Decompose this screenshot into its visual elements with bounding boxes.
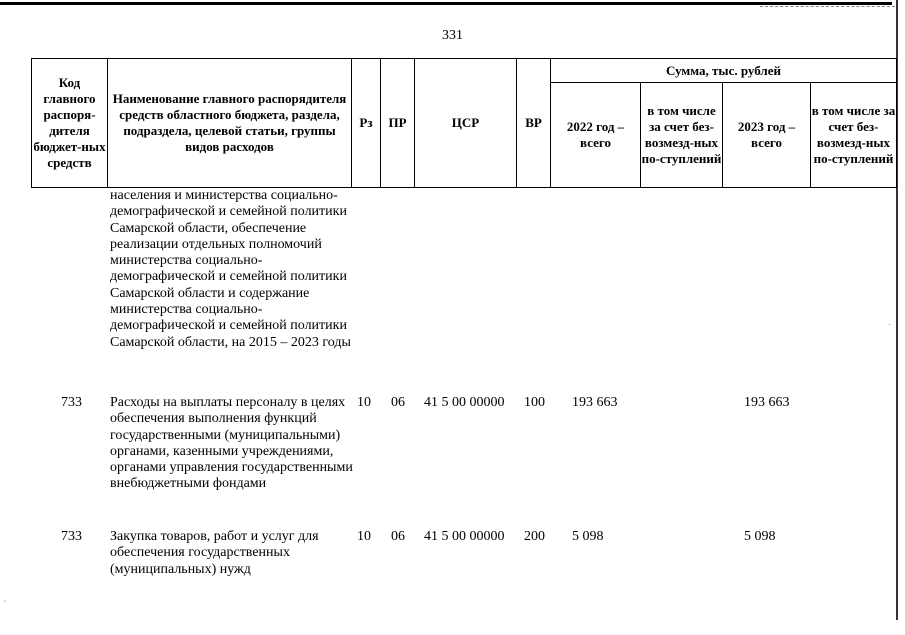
row-1-code: 733 [61, 395, 82, 410]
row-2-name: Закупка товаров, работ и услуг для обеспечения государственных (муниципальных) нужд [110, 529, 319, 577]
header-2023-free: в том числе за счет без-возмезд-ных по-ступлений [811, 83, 897, 188]
header-rz: Рз [352, 59, 381, 188]
row-1-name: Расходы на выплаты персоналу в целях обеспечения выполнения функций государственными (муниципальными) органами, казенными учреждениями, органами управления государственными внебюджетными фондами [110, 395, 353, 492]
row-1-pr: 06 [391, 395, 405, 410]
page-number: 331 [442, 28, 463, 43]
scan-speck: ٠ [2, 596, 8, 607]
row-2-vr: 200 [524, 529, 545, 544]
row-2-pr: 06 [391, 529, 405, 544]
header-vr: ВР [517, 59, 551, 188]
row-2-code: 733 [61, 529, 82, 544]
header-name: Наименование главного распорядителя средств областного бюджета, раздела, подраздела, целевой статьи, группы видов расходов [108, 59, 352, 188]
row-1-rz: 10 [357, 395, 371, 410]
continuation-text: населения и министерства социально-демографической и семейной политики Самарской области, обеспечение реализации отдельных полномочий министерства социально-демографической и семейной политики Самарской области и содержание министерства социально-демографической и семейной политики Самарской области, на 2015 – 2023 годы [110, 188, 351, 350]
table-header [31, 58, 897, 188]
row-1-vr: 100 [524, 395, 545, 410]
scan-speck: · [888, 320, 892, 331]
row-2-csr: 41 5 00 00000 [424, 529, 505, 544]
row-2-sum-2023: 5 098 [744, 529, 776, 544]
row-2-sum-2022: 5 098 [572, 529, 604, 544]
row-1-sum-2023: 193 663 [744, 395, 790, 410]
row-1-csr: 41 5 00 00000 [424, 395, 505, 410]
header-2022-total: 2022 год – всего [551, 83, 641, 188]
header-csr: ЦСР [415, 59, 517, 188]
header-sum-group: Сумма, тыс. рублей [551, 59, 897, 83]
row-2-rz: 10 [357, 529, 371, 544]
header-2022-free: в том числе за счет без-возмезд-ных по-ступлений [641, 83, 723, 188]
top-border-line [0, 2, 892, 5]
top-border-dashed [760, 6, 895, 7]
header-2023-total: 2023 год – всего [723, 83, 811, 188]
header-pr: ПР [381, 59, 415, 188]
header-code: Код главного распоря-дителя бюджет-ных средств [32, 59, 108, 188]
row-1-sum-2022: 193 663 [572, 395, 618, 410]
